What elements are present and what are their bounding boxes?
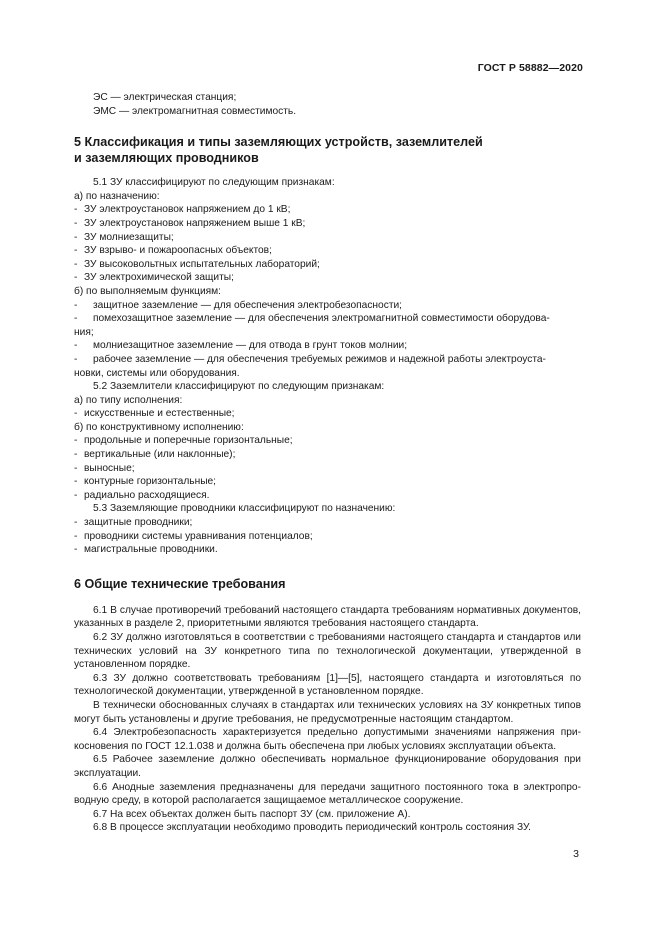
- list-item: - ЗУ электрохимической защиты;: [74, 272, 234, 284]
- clause-paragraph: 6.6 Анодные заземления предназначены для передачи защитного постоянного тока в электропроводную среду, в которой располагается защищаемое металлическое сооружение.: [74, 781, 581, 807]
- list-item: - ЗУ молниезащиты;: [74, 231, 174, 243]
- list-item: - ЗУ высоковольтных испытательных лабораторий;: [74, 258, 320, 270]
- clause-paragraph: 6.4 Электробезопасность характеризуется предельно допустимыми значениями напряжения прикосновения по ГОСТ 12.1.038 и должна быть обеспечена при любых условиях эксплуатации объекта.: [74, 727, 581, 752]
- list-item: - ЗУ электроустановок напряжением выше 1 кВ;: [74, 217, 306, 229]
- section-5-title-line1: 5 Классификация и типы заземляющих устройств, заземлителей: [74, 135, 483, 150]
- list-label: б) по конструктивному исполнению:: [74, 421, 244, 433]
- list-item: - выносные;: [74, 462, 135, 474]
- clause-paragraph: 6.1 В случае противоречий требований настоящего стандарта требованиям нормативных документов, указанных в разделе 2, приоритетными являются требования настоящего стандарта.: [74, 604, 581, 630]
- list-item: - ЗУ электроустановок напряжением до 1 кВ;: [74, 204, 291, 216]
- list-item-continuation: ния;: [74, 326, 94, 338]
- list-label: а) по назначению:: [74, 190, 160, 202]
- list-label: а) по типу исполнения:: [74, 394, 183, 406]
- clause-paragraph: 6.2 ЗУ должно изготовляться в соответствии с требованиями настоящего стандарта и стандартов или технических условий на ЗУ конкретного типа по технологической документации, утвержденной в установленном порядке.: [74, 632, 581, 671]
- clause-paragraph: 6.8 В процессе эксплуатации необходимо проводить периодический контроль состояния ЗУ.: [93, 822, 532, 834]
- abbreviation-line: ЭС — электрическая станция;: [93, 92, 237, 103]
- section-6-title: 6 Общие технические требования: [74, 576, 286, 591]
- clause-paragraph: 6.3 ЗУ должно соответствовать требованиям [1]—[5], настоящего стандарта и изготовляться по технологической документации, утвержденной в установленном порядке.: [74, 672, 581, 698]
- list-item: - искусственные и естественные;: [74, 408, 235, 420]
- clause-paragraph: В технически обоснованных случаях в стандартах или технических условиях на ЗУ конкретных типов могут быть установлены и другие требования, не предусмотренные настоящим стандартом.: [74, 699, 581, 725]
- list-item-continuation: новки, системы или оборудования.: [74, 367, 240, 379]
- list-item: - рабочее заземление — для обеспечения требуемых режимов и надежной работы электроуста-: [74, 353, 546, 365]
- list-label: б) по выполняемым функциям:: [74, 285, 221, 297]
- list-item: - вертикальные (или наклонные);: [74, 449, 236, 461]
- clause-paragraph: 6.7 На всех объектах должен быть паспорт ЗУ (см. приложение А).: [93, 808, 411, 820]
- list-item: - магистральные проводники.: [74, 544, 218, 556]
- list-item: - ЗУ взрыво- и пожароопасных объектов;: [74, 245, 272, 257]
- clause-5-1-intro: 5.1 ЗУ классифицируют по следующим признакам:: [93, 177, 335, 189]
- list-item: - защитные проводники;: [74, 517, 193, 529]
- list-item: - контурные горизонтальные;: [74, 476, 217, 488]
- list-item: - помехозащитное заземление — для обеспечения электромагнитной совместимости оборудова-: [74, 313, 550, 325]
- document-code: ГОСТ Р 58882—2020: [477, 62, 583, 74]
- abbreviation-line: ЭМС — электромагнитная совместимость.: [93, 105, 297, 117]
- list-item: - защитное заземление — для обеспечения электробезопасности;: [74, 299, 403, 311]
- clause-paragraph: 6.5 Рабочее заземление должно обеспечивать нормальное функционирование оборудования при эксплуатации.: [74, 754, 581, 779]
- section-5-title-line2: и заземляющих проводников: [74, 151, 259, 166]
- clause-5-3-intro: 5.3 Заземляющие проводники классифицируют по назначению:: [93, 503, 396, 515]
- page-number: 3: [573, 848, 579, 860]
- list-item: - молниезащитное заземление — для отвода в грунт токов молнии;: [74, 340, 408, 352]
- list-item: - проводники системы уравнивания потенциалов;: [74, 530, 313, 542]
- page-body: [74, 91, 581, 835]
- list-item: - радиально расходящиеся.: [74, 489, 210, 501]
- list-item: - продольные и поперечные горизонтальные;: [74, 435, 293, 447]
- clause-5-2-intro: 5.2 Заземлители классифицируют по следующим признакам:: [93, 381, 385, 393]
